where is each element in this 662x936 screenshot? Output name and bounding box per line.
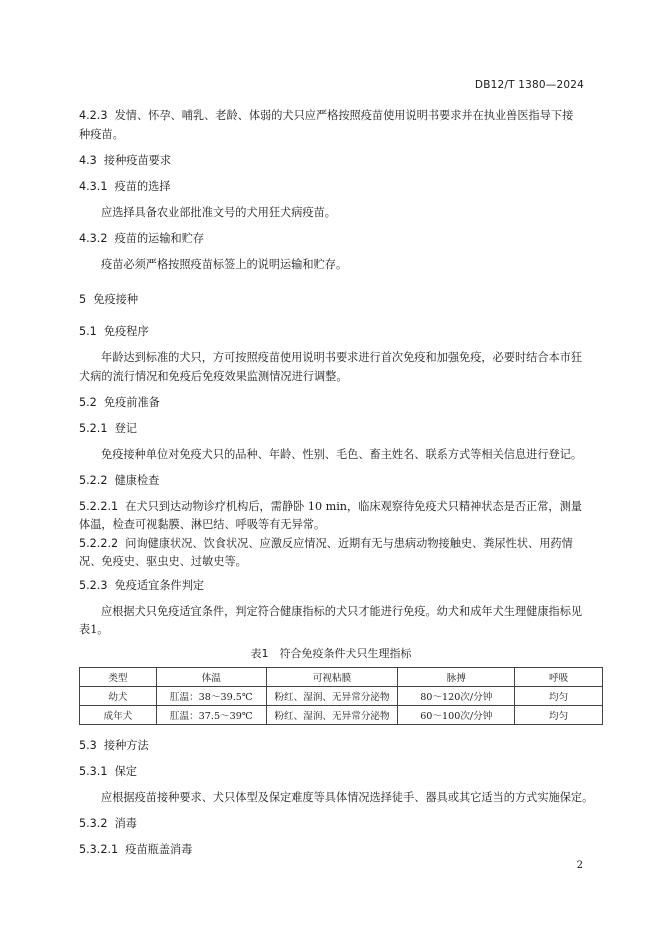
heading-number: 5: [79, 293, 87, 306]
heading-number: 5.2.3: [79, 579, 108, 592]
clause-number: 4.2.3: [79, 109, 108, 122]
table-cell: 成年犬: [80, 706, 157, 725]
heading-5-1: [79, 324, 603, 340]
heading-5-2-3: [79, 578, 603, 594]
paragraph-4-3-1: 应选择具备农业部批准文号的犬用狂犬病疫苗。: [101, 206, 336, 219]
heading-4-3: [79, 153, 603, 169]
clause-4-2-3: [79, 108, 603, 124]
heading-number: 5.2.2: [79, 474, 108, 487]
document-id: DB12/T 1380—2024: [474, 79, 584, 91]
heading-number: 4.3.1: [79, 180, 108, 193]
clause-number: 5.2.2.2: [79, 537, 119, 550]
heading-number: 5.3.2.1: [79, 843, 119, 856]
paragraph-5-1-line2: 犬病的流行情况和免疫后免疫效果监测情况进行调整。: [79, 370, 348, 383]
clause-5-2-2-2: [79, 536, 603, 552]
heading-4-3-1: [79, 179, 603, 195]
clause-text: 在犬只到达动物诊疗机构后，需静卧 10 min，临床观察待免疫犬只精神状态是否正常，测量: [125, 500, 582, 513]
paragraph-5-3-1: 应根据疫苗接种要求、犬只体型及保定难度等具体情况选择徒手、器具或其它适当的方式实施保定。: [101, 791, 594, 804]
heading-title: 免疫适宜条件判定: [114, 579, 205, 592]
heading-title: 消毒: [114, 817, 137, 830]
heading-4-3-2: [79, 231, 603, 247]
table-cell: 幼犬: [80, 687, 157, 706]
heading-title: 保定: [114, 765, 137, 778]
paragraph-5-1-line1: 年龄达到标准的犬只，方可按照疫苗使用说明书要求进行首次免疫和加强免疫，必要时结合本市狂: [101, 351, 583, 364]
heading-number: 5.2.1: [79, 422, 108, 435]
paragraph-4-3-2: 疫苗必须严格按照疫苗标签上的说明运输和贮存。: [101, 258, 348, 271]
heading-title: 免疫接种: [93, 293, 139, 306]
clause-5-2-2-1-cont: 体温，检查可视黏膜、淋巴结、呼吸等有无异常。: [79, 518, 326, 531]
physiology-table: [79, 667, 603, 725]
table-header-cell: 体温: [156, 668, 266, 687]
paragraph-5-2-1: 免疫接种单位对免疫犬只的品种、年龄、性别、毛色、畜主姓名、联系方式等相关信息进行登记。: [101, 448, 583, 461]
table-cell: 80～120次/分钟: [398, 687, 515, 706]
table-header-cell: 类型: [80, 668, 157, 687]
table-header-cell: 可视粘膜: [266, 668, 398, 687]
heading-5-2-1: [79, 421, 603, 437]
clause-text: 问询健康状况、饮食状况、应激反应情况、近期有无与患病动物接触史、粪尿性状、用药情: [125, 537, 573, 550]
heading-title: 疫苗的选择: [114, 180, 171, 193]
heading-5: [79, 292, 603, 308]
table-header-cell: 呼吸: [515, 668, 603, 687]
heading-number: 5.3.2: [79, 817, 108, 830]
paragraph-5-2-3-line1: 应根据犬只免疫适宜条件，判定符合健康指标的犬只才能进行免疫。幼犬和成年犬生理健康指标见: [101, 605, 583, 618]
heading-number: 5.3.1: [79, 765, 108, 778]
heading-5-2-2: [79, 473, 603, 489]
heading-title: 接种方法: [103, 739, 149, 752]
table-cell: 均匀: [515, 687, 603, 706]
table-cell: 肛温：38～39.5℃: [156, 687, 266, 706]
clause-number: 5.2.2.1: [79, 500, 119, 513]
table-cell: 肛温：37.5～39℃: [156, 706, 266, 725]
heading-5-3: [79, 738, 603, 754]
heading-number: 4.3: [79, 154, 97, 167]
heading-5-3-2: [79, 816, 603, 832]
table-caption: 表1 符合免疫条件犬只生理指标: [250, 647, 412, 660]
clause-5-2-2-2-cont: 况、免疫史、驱虫史、过敏史等。: [79, 555, 247, 568]
table-cell: 粉红、湿润、无异常分泌物: [266, 706, 398, 725]
heading-5-3-2-1: [79, 842, 603, 858]
heading-number: 5.2: [79, 396, 97, 409]
heading-number: 5.1: [79, 325, 97, 338]
heading-title: 疫苗的运输和贮存: [114, 232, 205, 245]
table-cell: 粉红、湿润、无异常分泌物: [266, 687, 398, 706]
table-row: [80, 687, 603, 706]
heading-5-2: [79, 395, 603, 411]
paragraph-5-2-3-line2: 表1。: [79, 623, 109, 636]
heading-5-3-1: [79, 764, 603, 780]
table-cell: 均匀: [515, 706, 603, 725]
page-number: 2: [576, 860, 583, 871]
heading-title: 登记: [114, 422, 137, 435]
table-header-row: [80, 668, 603, 687]
table-header-cell: 脉搏: [398, 668, 515, 687]
clause-text: 发情、怀孕、哺乳、老龄、体弱的犬只应严格按照疫苗使用说明书要求并在执业兽医指导下接: [114, 109, 574, 122]
heading-title: 健康检查: [114, 474, 160, 487]
clause-4-2-3-cont: 种疫苗。: [79, 128, 124, 141]
heading-title: 免疫程序: [103, 325, 149, 338]
clause-5-2-2-1: [79, 499, 603, 515]
heading-title: 接种疫苗要求: [103, 154, 172, 167]
heading-title: 疫苗瓶盖消毒: [125, 843, 193, 856]
table-cell: 60～100次/分钟: [398, 706, 515, 725]
heading-number: 4.3.2: [79, 232, 108, 245]
heading-title: 免疫前准备: [103, 396, 160, 409]
heading-number: 5.3: [79, 739, 97, 752]
table-row: [80, 706, 603, 725]
